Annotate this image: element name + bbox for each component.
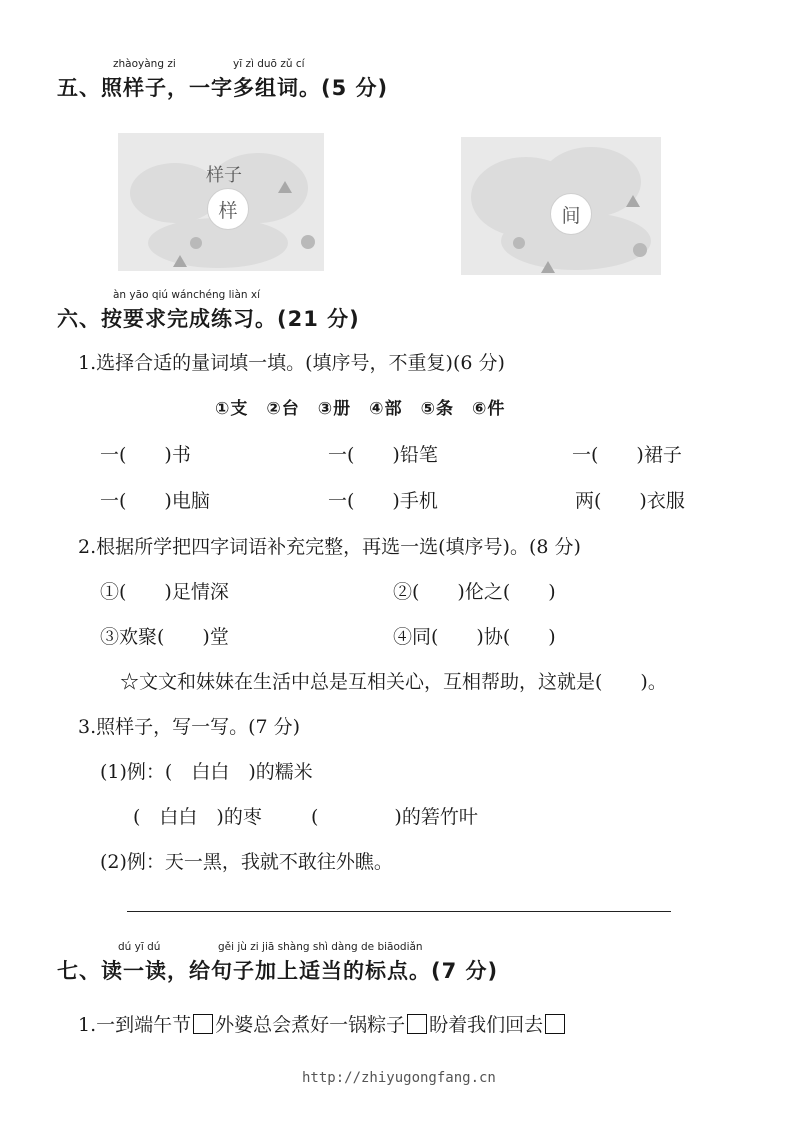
q1-item: 一( )裙子 bbox=[572, 444, 682, 466]
q2-star-sentence: ☆文文和妹妹在生活中总是互相关心，互相帮助，这就是( )。 bbox=[120, 671, 667, 693]
q7-1-sentence bbox=[78, 1010, 567, 1037]
q2-prompt: 2.根据所学把四字词语补充完整，再选一选(填序号)。(8 分) bbox=[78, 536, 581, 558]
punctuation-box[interactable] bbox=[545, 1014, 565, 1034]
q2-item: ④同( )协( ) bbox=[393, 626, 556, 648]
footer-url[interactable]: http://zhiyugongfang.cn bbox=[302, 1070, 496, 1086]
illustration-fish-right bbox=[461, 137, 661, 275]
sentence-part: 外婆总会煮好一锅粽子 bbox=[215, 1014, 406, 1036]
q1-prompt: 1.选择合适的量词填一填。(填序号，不重复)(6 分) bbox=[78, 352, 505, 374]
q3-answer-1a: ( 白白 )的枣 bbox=[133, 806, 262, 828]
pinyin-anyaoqiu: àn yāo qiú wánchéng liàn xí bbox=[113, 289, 261, 301]
pinyin-zhaoyangzi: zhàoyàng zi bbox=[113, 58, 176, 70]
q3-example-1: (1)例：( 白白 )的糯米 bbox=[100, 761, 313, 783]
section-7-title: 七、读一读，给句子加上适当的标点。(7 分) bbox=[57, 959, 499, 983]
word-example: 样子 bbox=[206, 165, 242, 186]
q2-item: ①( )足情深 bbox=[100, 581, 229, 603]
sentence-part: 1.一到端午节 bbox=[78, 1014, 192, 1036]
center-character: 间 bbox=[550, 193, 592, 235]
punctuation-box[interactable] bbox=[407, 1014, 427, 1034]
answer-line bbox=[127, 911, 671, 912]
section-5-title: 五、照样子，一字多组词。(5 分) bbox=[57, 76, 389, 100]
pinyin-duyidu: dú yī dú bbox=[118, 941, 161, 953]
punctuation-box[interactable] bbox=[193, 1014, 213, 1034]
q3-prompt: 3.照样子，写一写。(7 分) bbox=[78, 716, 301, 738]
q2-item: ③欢聚( )堂 bbox=[100, 626, 229, 648]
q3-answer-1b: ( )的箬竹叶 bbox=[311, 806, 478, 828]
pinyin-geijuzi: gěi jù zi jiā shàng shì dàng de biāodiǎn bbox=[218, 941, 423, 953]
illustration-fish-left bbox=[118, 133, 324, 271]
q1-item: 一( )书 bbox=[100, 444, 191, 466]
section-6-title: 六、按要求完成练习。(21 分) bbox=[57, 307, 360, 331]
center-character: 样 bbox=[207, 188, 249, 230]
q1-item: 两( )衣服 bbox=[575, 490, 685, 512]
q1-item: 一( )铅笔 bbox=[328, 444, 438, 466]
pinyin-yiziduozuci: yī zì duō zǔ cí bbox=[233, 58, 305, 70]
q1-item: 一( )电脑 bbox=[100, 490, 210, 512]
sentence-part: 盼着我们回去 bbox=[429, 1014, 544, 1036]
q1-item: 一( )手机 bbox=[328, 490, 438, 512]
q1-options: ①支 ②台 ③册 ④部 ⑤条 ⑥件 bbox=[215, 399, 506, 419]
q3-example-2: (2)例：天一黑，我就不敢往外瞧。 bbox=[100, 851, 393, 873]
q2-item: ②( )伦之( ) bbox=[393, 581, 556, 603]
